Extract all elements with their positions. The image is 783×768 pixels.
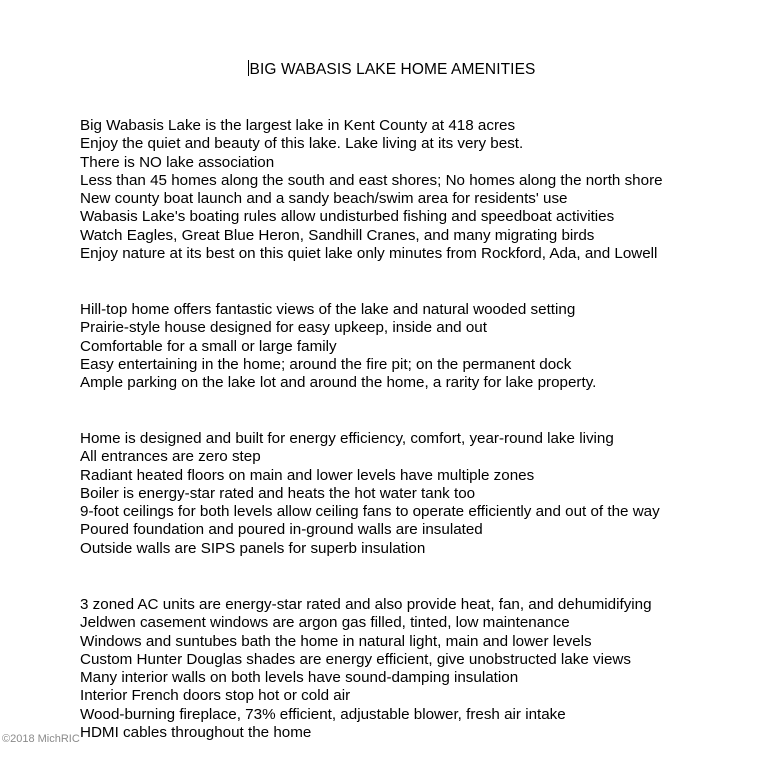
text-line: Watch Eagles, Great Blue Heron, Sandhill Cranes, and many migrating birds bbox=[80, 226, 595, 244]
text-line: Enjoy the quiet and beauty of this lake. Lake living at its very best. bbox=[80, 135, 524, 153]
text-line: 9-foot ceilings for both levels allow ceiling fans to operate efficiently and out of the way bbox=[80, 503, 660, 521]
text-line: New county boat launch and a sandy beach/swim area for residents' use bbox=[80, 190, 568, 208]
text-line: Boiler is energy-star rated and heats the hot water tank too bbox=[80, 484, 476, 502]
text-line: Jeldwen casement windows are argon gas filled, tinted, low maintenance bbox=[80, 614, 570, 632]
text-line: Poured foundation and poured in-ground walls are insulated bbox=[80, 521, 483, 539]
text-line: 3 zoned AC units are energy-star rated and also provide heat, fan, and dehumidifying bbox=[80, 596, 652, 613]
text-line: Ample parking on the lake lot and around the home, a rarity for lake property. bbox=[80, 374, 597, 392]
text-line: Wood-burning fireplace, 73% efficient, adjustable blower, fresh air intake bbox=[80, 705, 566, 723]
text-line: Outside walls are SIPS panels for superb insulation bbox=[80, 539, 426, 557]
text-line: Windows and suntubes bath the home in natural light, main and lower levels bbox=[80, 632, 592, 650]
text-line: Custom Hunter Douglas shades are energy efficient, give unobstructed lake views bbox=[80, 650, 631, 668]
section-home-features bbox=[80, 301, 770, 392]
document-title-row bbox=[0, 60, 783, 79]
section-lake-features bbox=[80, 117, 770, 263]
text-line: Easy entertaining in the home; around the fire pit; on the permanent dock bbox=[80, 355, 572, 373]
text-line: Less than 45 homes along the south and east shores; No homes along the north shore bbox=[80, 171, 663, 189]
section-energy-efficiency bbox=[80, 430, 770, 558]
text-line: All entrances are zero step bbox=[80, 448, 261, 466]
text-line: Many interior walls on both levels have sound-damping insulation bbox=[80, 669, 519, 687]
text-line: There is NO lake association bbox=[80, 153, 275, 171]
text-line: HDMI cables throughout the home bbox=[80, 724, 312, 742]
text-line: Prairie-style house designed for easy upkeep, inside and out bbox=[80, 319, 487, 337]
document-title: BIG WABASIS LAKE HOME AMENITIES bbox=[249, 61, 536, 78]
text-line: Home is designed and built for energy efficiency, comfort, year-round lake living bbox=[80, 430, 614, 447]
section-home-systems bbox=[80, 596, 770, 742]
text-line: Radiant heated floors on main and lower levels have multiple zones bbox=[80, 466, 535, 484]
text-cursor bbox=[248, 60, 249, 76]
text-line: Enjoy nature at its best on this quiet lake only minutes from Rockford, Ada, and Lowell bbox=[80, 245, 658, 263]
text-line: Hill-top home offers fantastic views of the lake and natural wooded setting bbox=[80, 301, 576, 318]
text-line: Wabasis Lake's boating rules allow undisturbed fishing and speedboat activities bbox=[80, 208, 615, 226]
text-line: Comfortable for a small or large family bbox=[80, 337, 337, 355]
text-line: Big Wabasis Lake is the largest lake in Kent County at 418 acres bbox=[80, 117, 516, 134]
text-line: Interior French doors stop hot or cold air bbox=[80, 687, 351, 705]
copyright-watermark: ©2018 MichRIC bbox=[2, 733, 80, 745]
